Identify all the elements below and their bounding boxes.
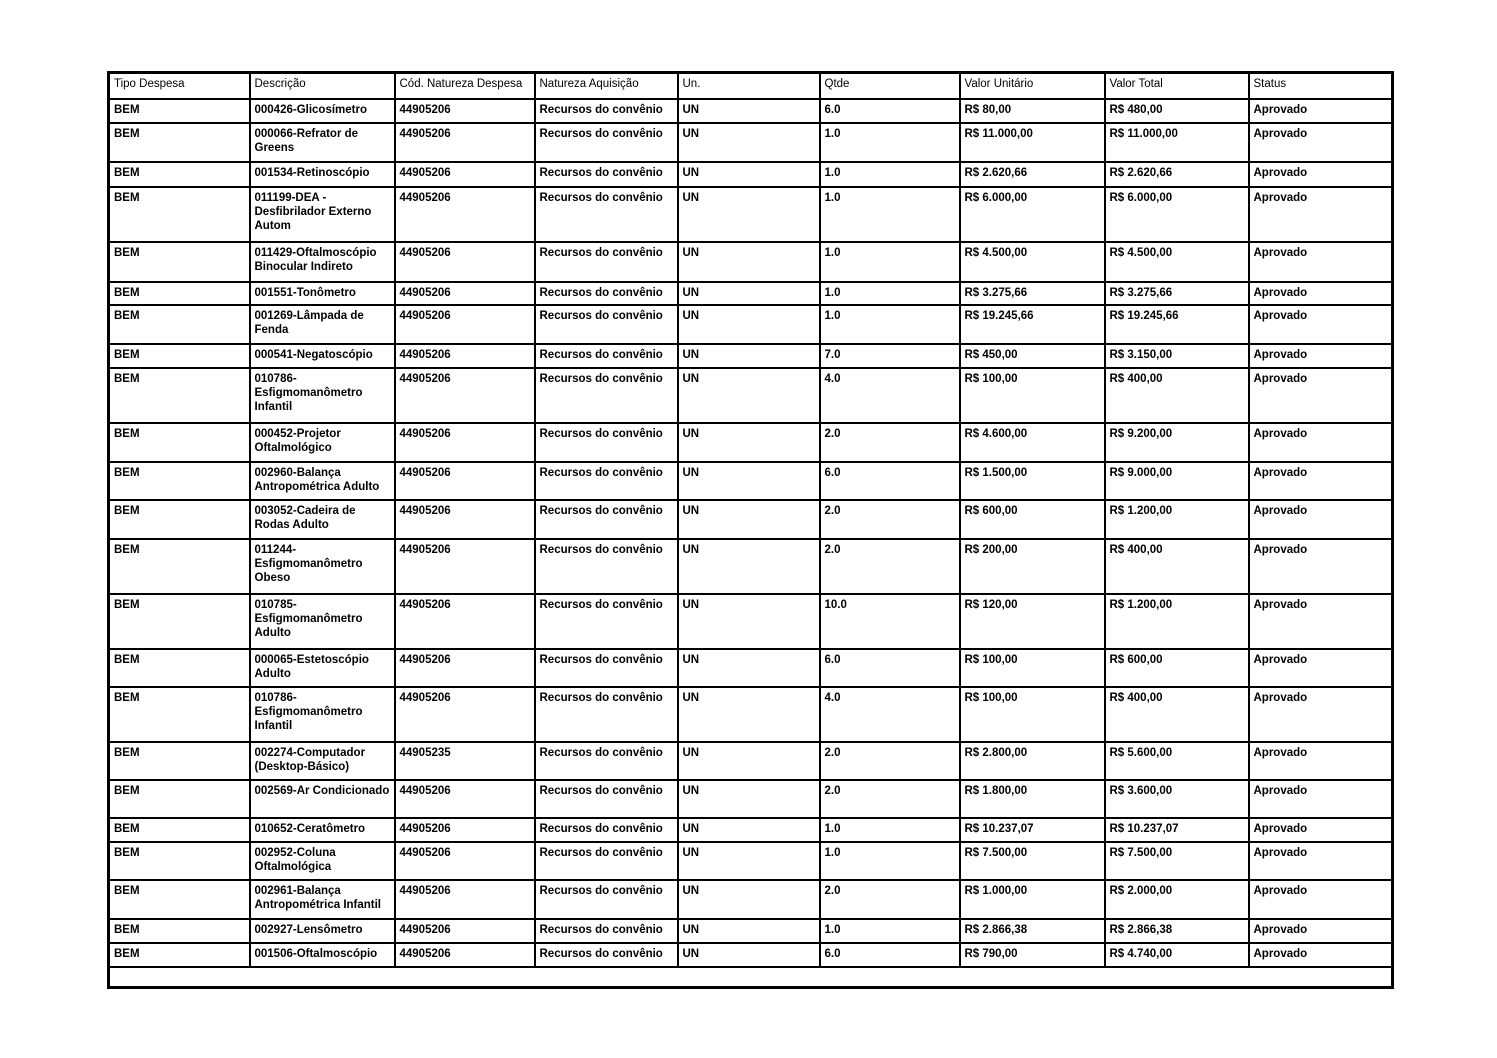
table-row xyxy=(109,423,1393,462)
cell-cod-natureza-despesa: 44905206 xyxy=(395,880,535,919)
cell-valor-unitario: R$ 2.866,38 xyxy=(960,919,1105,943)
cell-status: Aprovado xyxy=(1249,242,1393,282)
cell-tipo-despesa: BEM xyxy=(109,123,250,162)
cell-valor-unitario: R$ 450,00 xyxy=(960,344,1105,368)
cell-cod-natureza-despesa: 44905206 xyxy=(395,99,535,123)
cell-status: Aprovado xyxy=(1249,123,1393,162)
table-row xyxy=(109,305,1393,344)
cell-status: Aprovado xyxy=(1249,818,1393,842)
empty-cell xyxy=(109,967,1393,988)
table-row xyxy=(109,99,1393,123)
cell-natureza-aquisicao: Recursos do convênio xyxy=(535,943,678,967)
cell-tipo-despesa: BEM xyxy=(109,162,250,187)
cell-un: UN xyxy=(678,344,820,368)
cell-valor-total: R$ 4.500,00 xyxy=(1105,242,1249,282)
cell-cod-natureza-despesa: 44905206 xyxy=(395,462,535,500)
cell-cod-natureza-despesa: 44905206 xyxy=(395,500,535,539)
cell-cod-natureza-despesa: 44905206 xyxy=(395,687,535,742)
cell-tipo-despesa: BEM xyxy=(109,282,250,305)
cell-un: UN xyxy=(678,462,820,500)
cell-valor-total: R$ 3.275,66 xyxy=(1105,282,1249,305)
cell-valor-unitario: R$ 2.800,00 xyxy=(960,742,1105,780)
cell-valor-total: R$ 400,00 xyxy=(1105,687,1249,742)
cell-cod-natureza-despesa: 44905206 xyxy=(395,282,535,305)
cell-descricao: 001269-Lâmpada de Fenda xyxy=(250,305,395,344)
expenses-table xyxy=(107,71,1394,989)
cell-valor-unitario: R$ 3.275,66 xyxy=(960,282,1105,305)
cell-descricao: 002961-Balança Antropométrica Infantil xyxy=(250,880,395,919)
table-row xyxy=(109,842,1393,880)
cell-status: Aprovado xyxy=(1249,282,1393,305)
cell-descricao: 002569-Ar Condicionado xyxy=(250,780,395,818)
cell-valor-unitario: R$ 80,00 xyxy=(960,99,1105,123)
cell-un: UN xyxy=(678,818,820,842)
cell-tipo-despesa: BEM xyxy=(109,780,250,818)
cell-tipo-despesa: BEM xyxy=(109,842,250,880)
cell-qtde: 10.0 xyxy=(820,594,960,649)
table-row xyxy=(109,187,1393,242)
cell-natureza-aquisicao: Recursos do convênio xyxy=(535,423,678,462)
cell-natureza-aquisicao: Recursos do convênio xyxy=(535,594,678,649)
cell-qtde: 6.0 xyxy=(820,99,960,123)
cell-valor-unitario: R$ 4.600,00 xyxy=(960,423,1105,462)
cell-status: Aprovado xyxy=(1249,742,1393,780)
cell-qtde: 2.0 xyxy=(820,780,960,818)
cell-descricao: 000541-Negatoscópio xyxy=(250,344,395,368)
cell-descricao: 003052-Cadeira de Rodas Adulto xyxy=(250,500,395,539)
cell-cod-natureza-despesa: 44905206 xyxy=(395,594,535,649)
cell-status: Aprovado xyxy=(1249,423,1393,462)
cell-status: Aprovado xyxy=(1249,187,1393,242)
cell-valor-unitario: R$ 100,00 xyxy=(960,649,1105,687)
cell-descricao: 011244-Esfigmomanômetro Obeso xyxy=(250,539,395,594)
cell-status: Aprovado xyxy=(1249,539,1393,594)
empty-footer-row xyxy=(109,967,1393,988)
cell-descricao: 000066-Refrator de Greens xyxy=(250,123,395,162)
cell-status: Aprovado xyxy=(1249,649,1393,687)
cell-valor-total: R$ 9.000,00 xyxy=(1105,462,1249,500)
cell-natureza-aquisicao: Recursos do convênio xyxy=(535,123,678,162)
cell-valor-unitario: R$ 1.000,00 xyxy=(960,880,1105,919)
cell-un: UN xyxy=(678,594,820,649)
cell-descricao: 000426-Glicosímetro xyxy=(250,99,395,123)
cell-status: Aprovado xyxy=(1249,780,1393,818)
cell-cod-natureza-despesa: 44905206 xyxy=(395,368,535,423)
cell-status: Aprovado xyxy=(1249,99,1393,123)
cell-tipo-despesa: BEM xyxy=(109,305,250,344)
cell-qtde: 1.0 xyxy=(820,162,960,187)
table-row xyxy=(109,282,1393,305)
table-body xyxy=(109,99,1393,967)
cell-cod-natureza-despesa: 44905206 xyxy=(395,818,535,842)
cell-un: UN xyxy=(678,919,820,943)
cell-natureza-aquisicao: Recursos do convênio xyxy=(535,462,678,500)
cell-un: UN xyxy=(678,880,820,919)
cell-descricao: 011199-DEA - Desfibrilador Externo Autom xyxy=(250,187,395,242)
cell-status: Aprovado xyxy=(1249,594,1393,649)
cell-tipo-despesa: BEM xyxy=(109,368,250,423)
cell-status: Aprovado xyxy=(1249,162,1393,187)
cell-cod-natureza-despesa: 44905235 xyxy=(395,742,535,780)
cell-status: Aprovado xyxy=(1249,368,1393,423)
cell-qtde: 1.0 xyxy=(820,842,960,880)
cell-valor-unitario: R$ 1.800,00 xyxy=(960,780,1105,818)
cell-valor-unitario: R$ 120,00 xyxy=(960,594,1105,649)
table-row xyxy=(109,462,1393,500)
cell-tipo-despesa: BEM xyxy=(109,594,250,649)
cell-descricao: 011429-Oftalmoscópio Binocular Indireto xyxy=(250,242,395,282)
cell-un: UN xyxy=(678,943,820,967)
cell-cod-natureza-despesa: 44905206 xyxy=(395,123,535,162)
table-row xyxy=(109,368,1393,423)
table-row xyxy=(109,687,1393,742)
cell-un: UN xyxy=(678,539,820,594)
cell-natureza-aquisicao: Recursos do convênio xyxy=(535,780,678,818)
cell-cod-natureza-despesa: 44905206 xyxy=(395,780,535,818)
cell-tipo-despesa: BEM xyxy=(109,500,250,539)
table-row xyxy=(109,500,1393,539)
cell-qtde: 2.0 xyxy=(820,742,960,780)
cell-status: Aprovado xyxy=(1249,842,1393,880)
cell-tipo-despesa: BEM xyxy=(109,649,250,687)
cell-descricao: 000452-Projetor Oftalmológico xyxy=(250,423,395,462)
cell-un: UN xyxy=(678,368,820,423)
cell-cod-natureza-despesa: 44905206 xyxy=(395,187,535,242)
cell-qtde: 2.0 xyxy=(820,539,960,594)
cell-descricao: 010785-Esfigmomanômetro Adulto xyxy=(250,594,395,649)
cell-valor-unitario: R$ 2.620,66 xyxy=(960,162,1105,187)
cell-un: UN xyxy=(678,162,820,187)
header-row xyxy=(109,73,1393,99)
cell-tipo-despesa: BEM xyxy=(109,943,250,967)
column-header-valor-unitario: Valor Unitário xyxy=(960,73,1105,99)
cell-natureza-aquisicao: Recursos do convênio xyxy=(535,742,678,780)
cell-tipo-despesa: BEM xyxy=(109,818,250,842)
cell-valor-total: R$ 400,00 xyxy=(1105,368,1249,423)
cell-qtde: 1.0 xyxy=(820,919,960,943)
cell-descricao: 002927-Lensômetro xyxy=(250,919,395,943)
cell-qtde: 2.0 xyxy=(820,880,960,919)
cell-tipo-despesa: BEM xyxy=(109,344,250,368)
cell-un: UN xyxy=(678,187,820,242)
cell-natureza-aquisicao: Recursos do convênio xyxy=(535,162,678,187)
cell-valor-unitario: R$ 19.245,66 xyxy=(960,305,1105,344)
cell-qtde: 1.0 xyxy=(820,818,960,842)
cell-tipo-despesa: BEM xyxy=(109,919,250,943)
cell-natureza-aquisicao: Recursos do convênio xyxy=(535,818,678,842)
cell-valor-unitario: R$ 10.237,07 xyxy=(960,818,1105,842)
cell-natureza-aquisicao: Recursos do convênio xyxy=(535,919,678,943)
cell-un: UN xyxy=(678,649,820,687)
cell-tipo-despesa: BEM xyxy=(109,687,250,742)
cell-qtde: 1.0 xyxy=(820,123,960,162)
expenses-table-container xyxy=(107,71,1391,989)
cell-valor-total: R$ 600,00 xyxy=(1105,649,1249,687)
cell-valor-total: R$ 5.600,00 xyxy=(1105,742,1249,780)
cell-valor-total: R$ 7.500,00 xyxy=(1105,842,1249,880)
cell-valor-unitario: R$ 7.500,00 xyxy=(960,842,1105,880)
cell-qtde: 1.0 xyxy=(820,242,960,282)
cell-descricao: 002960-Balança Antropométrica Adulto xyxy=(250,462,395,500)
cell-un: UN xyxy=(678,842,820,880)
cell-cod-natureza-despesa: 44905206 xyxy=(395,242,535,282)
cell-valor-total: R$ 4.740,00 xyxy=(1105,943,1249,967)
cell-valor-total: R$ 2.866,38 xyxy=(1105,919,1249,943)
cell-valor-total: R$ 19.245,66 xyxy=(1105,305,1249,344)
cell-un: UN xyxy=(678,780,820,818)
table-row xyxy=(109,919,1393,943)
cell-un: UN xyxy=(678,242,820,282)
cell-natureza-aquisicao: Recursos do convênio xyxy=(535,687,678,742)
cell-tipo-despesa: BEM xyxy=(109,462,250,500)
cell-qtde: 4.0 xyxy=(820,368,960,423)
cell-valor-total: R$ 1.200,00 xyxy=(1105,500,1249,539)
table-row xyxy=(109,780,1393,818)
cell-un: UN xyxy=(678,742,820,780)
cell-status: Aprovado xyxy=(1249,943,1393,967)
cell-cod-natureza-despesa: 44905206 xyxy=(395,539,535,594)
cell-status: Aprovado xyxy=(1249,305,1393,344)
cell-status: Aprovado xyxy=(1249,462,1393,500)
cell-valor-total: R$ 2.620,66 xyxy=(1105,162,1249,187)
cell-tipo-despesa: BEM xyxy=(109,242,250,282)
cell-un: UN xyxy=(678,99,820,123)
cell-un: UN xyxy=(678,500,820,539)
cell-valor-unitario: R$ 1.500,00 xyxy=(960,462,1105,500)
table-header xyxy=(109,73,1393,99)
cell-cod-natureza-despesa: 44905206 xyxy=(395,423,535,462)
cell-descricao: 001551-Tonômetro xyxy=(250,282,395,305)
cell-tipo-despesa: BEM xyxy=(109,187,250,242)
cell-tipo-despesa: BEM xyxy=(109,742,250,780)
table-row xyxy=(109,162,1393,187)
cell-cod-natureza-despesa: 44905206 xyxy=(395,162,535,187)
cell-cod-natureza-despesa: 44905206 xyxy=(395,943,535,967)
cell-tipo-despesa: BEM xyxy=(109,423,250,462)
cell-qtde: 6.0 xyxy=(820,943,960,967)
cell-un: UN xyxy=(678,305,820,344)
cell-status: Aprovado xyxy=(1249,880,1393,919)
cell-valor-total: R$ 11.000,00 xyxy=(1105,123,1249,162)
cell-valor-total: R$ 6.000,00 xyxy=(1105,187,1249,242)
cell-natureza-aquisicao: Recursos do convênio xyxy=(535,242,678,282)
column-header-valor-total: Valor Total xyxy=(1105,73,1249,99)
cell-descricao: 001534-Retinoscópio xyxy=(250,162,395,187)
cell-natureza-aquisicao: Recursos do convênio xyxy=(535,842,678,880)
cell-valor-unitario: R$ 100,00 xyxy=(960,687,1105,742)
cell-valor-unitario: R$ 6.000,00 xyxy=(960,187,1105,242)
table-row xyxy=(109,123,1393,162)
cell-tipo-despesa: BEM xyxy=(109,880,250,919)
cell-natureza-aquisicao: Recursos do convênio xyxy=(535,305,678,344)
cell-cod-natureza-despesa: 44905206 xyxy=(395,919,535,943)
cell-status: Aprovado xyxy=(1249,687,1393,742)
cell-descricao: 010786-Esfigmomanômetro Infantil xyxy=(250,687,395,742)
column-header-qtde: Qtde xyxy=(820,73,960,99)
cell-un: UN xyxy=(678,282,820,305)
cell-natureza-aquisicao: Recursos do convênio xyxy=(535,99,678,123)
cell-valor-total: R$ 400,00 xyxy=(1105,539,1249,594)
cell-natureza-aquisicao: Recursos do convênio xyxy=(535,282,678,305)
cell-un: UN xyxy=(678,123,820,162)
cell-status: Aprovado xyxy=(1249,344,1393,368)
column-header-cod-natureza-despesa: Cód. Natureza Despesa xyxy=(395,73,535,99)
cell-natureza-aquisicao: Recursos do convênio xyxy=(535,344,678,368)
cell-descricao: 010786-Esfigmomanômetro Infantil xyxy=(250,368,395,423)
cell-qtde: 4.0 xyxy=(820,687,960,742)
table-row xyxy=(109,742,1393,780)
cell-cod-natureza-despesa: 44905206 xyxy=(395,305,535,344)
cell-natureza-aquisicao: Recursos do convênio xyxy=(535,880,678,919)
cell-descricao: 002274-Computador (Desktop-Básico) xyxy=(250,742,395,780)
cell-status: Aprovado xyxy=(1249,500,1393,539)
cell-valor-total: R$ 10.237,07 xyxy=(1105,818,1249,842)
cell-qtde: 1.0 xyxy=(820,282,960,305)
column-header-status: Status xyxy=(1249,73,1393,99)
cell-qtde: 6.0 xyxy=(820,462,960,500)
cell-qtde: 1.0 xyxy=(820,187,960,242)
cell-cod-natureza-despesa: 44905206 xyxy=(395,842,535,880)
cell-valor-total: R$ 1.200,00 xyxy=(1105,594,1249,649)
table-row xyxy=(109,344,1393,368)
table-row xyxy=(109,649,1393,687)
cell-qtde: 7.0 xyxy=(820,344,960,368)
cell-cod-natureza-despesa: 44905206 xyxy=(395,344,535,368)
cell-un: UN xyxy=(678,687,820,742)
cell-valor-unitario: R$ 600,00 xyxy=(960,500,1105,539)
cell-valor-total: R$ 480,00 xyxy=(1105,99,1249,123)
column-header-natureza-aquisicao: Natureza Aquisição xyxy=(535,73,678,99)
cell-tipo-despesa: BEM xyxy=(109,539,250,594)
table-row xyxy=(109,943,1393,967)
cell-valor-total: R$ 3.600,00 xyxy=(1105,780,1249,818)
cell-qtde: 2.0 xyxy=(820,500,960,539)
cell-valor-unitario: R$ 4.500,00 xyxy=(960,242,1105,282)
cell-valor-unitario: R$ 200,00 xyxy=(960,539,1105,594)
column-header-descricao: Descrição xyxy=(250,73,395,99)
cell-valor-total: R$ 2.000,00 xyxy=(1105,880,1249,919)
table-row xyxy=(109,818,1393,842)
cell-qtde: 6.0 xyxy=(820,649,960,687)
cell-descricao: 002952-Coluna Oftalmológica xyxy=(250,842,395,880)
cell-valor-unitario: R$ 11.000,00 xyxy=(960,123,1105,162)
cell-natureza-aquisicao: Recursos do convênio xyxy=(535,539,678,594)
column-header-un: Un. xyxy=(678,73,820,99)
cell-valor-total: R$ 9.200,00 xyxy=(1105,423,1249,462)
table-row xyxy=(109,539,1393,594)
cell-natureza-aquisicao: Recursos do convênio xyxy=(535,649,678,687)
cell-valor-total: R$ 3.150,00 xyxy=(1105,344,1249,368)
cell-qtde: 1.0 xyxy=(820,305,960,344)
cell-descricao: 010652-Ceratômetro xyxy=(250,818,395,842)
cell-valor-unitario: R$ 100,00 xyxy=(960,368,1105,423)
cell-status: Aprovado xyxy=(1249,919,1393,943)
cell-cod-natureza-despesa: 44905206 xyxy=(395,649,535,687)
table-row xyxy=(109,242,1393,282)
table-row xyxy=(109,594,1393,649)
cell-qtde: 2.0 xyxy=(820,423,960,462)
table-row xyxy=(109,880,1393,919)
cell-descricao: 001506-Oftalmoscópio xyxy=(250,943,395,967)
cell-un: UN xyxy=(678,423,820,462)
cell-tipo-despesa: BEM xyxy=(109,99,250,123)
cell-natureza-aquisicao: Recursos do convênio xyxy=(535,500,678,539)
cell-valor-unitario: R$ 790,00 xyxy=(960,943,1105,967)
cell-natureza-aquisicao: Recursos do convênio xyxy=(535,187,678,242)
column-header-tipo-despesa: Tipo Despesa xyxy=(109,73,250,99)
cell-natureza-aquisicao: Recursos do convênio xyxy=(535,368,678,423)
cell-descricao: 000065-Estetoscópio Adulto xyxy=(250,649,395,687)
